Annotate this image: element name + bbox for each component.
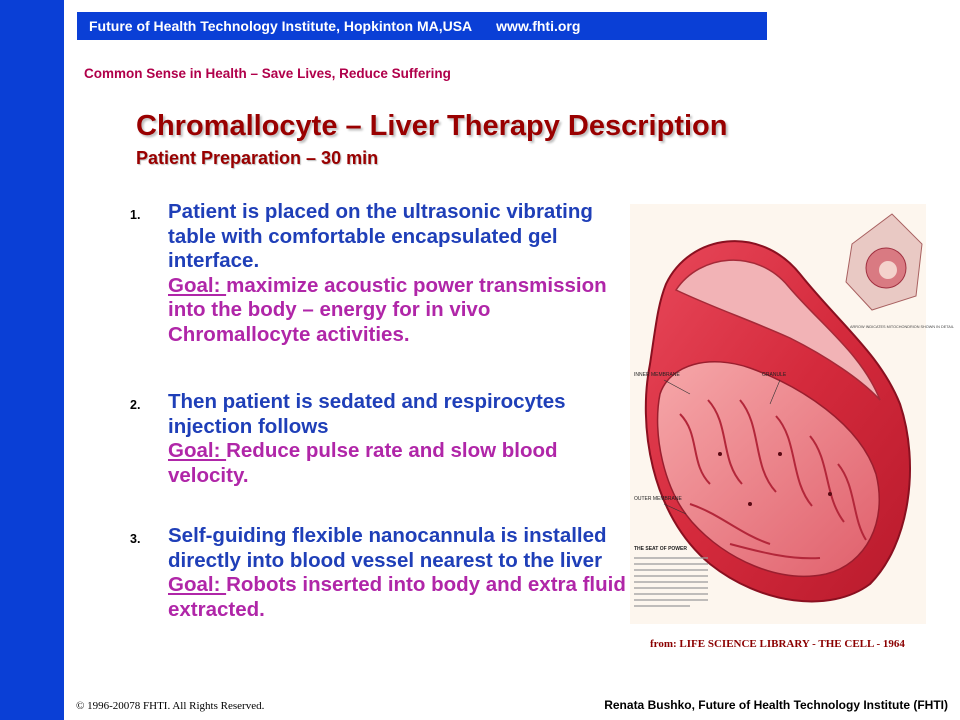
slide-subtitle: Patient Preparation – 30 min: [136, 148, 379, 168]
goal-text: Robots inserted into body and extra fluid extracted.: [168, 573, 626, 621]
tagline: Common Sense in Health – Save Lives, Reduce Suffering: [84, 66, 451, 81]
goal-label: Goal:: [168, 273, 227, 297]
cell-thumbnail: [846, 214, 922, 310]
goal-text: maximize acoustic power transmission into the body – energy for in vivo Chromallocyte activities.: [168, 273, 607, 346]
label-side-note: ARROW INDICATES MITOCHONDRION SHOWN IN DETAIL: [850, 325, 954, 329]
goal-text: Reduce pulse rate and slow blood velocity.: [168, 439, 558, 487]
footer-copyright: © 1996-20078 FHTI. All Rights Reserved.: [76, 700, 265, 712]
label-inner-membrane: INNER MEMBRANE: [634, 372, 680, 378]
step-number: 2.: [130, 398, 141, 412]
label-granule: GRANULE: [762, 372, 787, 378]
left-sidebar-band: [0, 0, 64, 720]
goal-label: Goal:: [168, 573, 227, 596]
mitochondrion-drawing: [630, 204, 954, 624]
footer-author: Renata Bushko, Future of Health Technology Institute (FHTI): [604, 698, 948, 712]
step-text: Patient is placed on the ultrasonic vibrating table with comfortable encapsulated gel interface.: [168, 200, 593, 272]
step-text: Self-guiding flexible nanocannula is installed directly into blood vessel nearest to the liver: [168, 524, 607, 572]
mitochondrion-illustration: [630, 204, 954, 624]
label-outer-membrane: OUTER MEMBRANE: [634, 496, 682, 502]
step-number: 1.: [130, 208, 141, 222]
slide-title: Chromallocyte – Liver Therapy Description: [136, 110, 728, 142]
step-number: 3.: [130, 532, 141, 546]
goal-label: Goal:: [168, 439, 227, 462]
header-url[interactable]: www.fhti.org: [496, 18, 581, 34]
label-beat-title: THE SEAT OF POWER: [634, 546, 687, 552]
header-institute: Future of Health Technology Institute, Hopkinton MA,USA: [89, 18, 473, 34]
header-bar: [77, 12, 767, 40]
image-caption: from: LIFE SCIENCE LIBRARY - THE CELL - 1964: [650, 638, 905, 650]
step-text: Then patient is sedated and respirocytes injection follows: [168, 390, 566, 438]
